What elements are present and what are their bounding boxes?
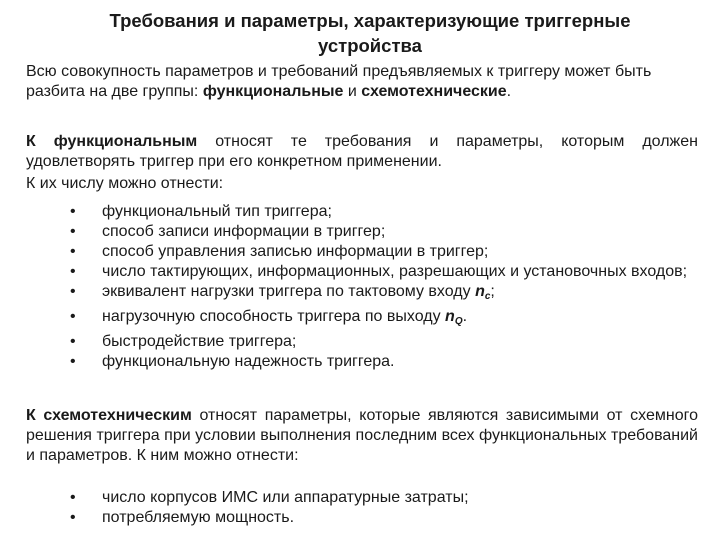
list-item: • способ управления записью информации в триггер;	[70, 242, 700, 262]
intro-text: Всю совокупность параметров и требований предъявляемых к триггеру может быть разбита на две группы:	[26, 63, 652, 100]
schematic-lead-rest: относят параметры, которые являются зависимыми от схемного решения триггера при условии выполнения последним всех функциональных требований и параметров. К ним можно отнести:	[26, 407, 699, 464]
symbol-n-q: $n_Q$	[445, 308, 463, 327]
list-item: • функциональный тип триггера;	[70, 202, 700, 222]
functional-lead: К функциональным	[26, 133, 198, 150]
page-title: Требования и параметры, характеризующие триггерные устройства	[109, 10, 631, 56]
intro-paragraph	[26, 62, 698, 102]
list-item: • число корпусов ИМС или аппаратурные затраты;	[70, 488, 700, 508]
intro-functional-term: функциональные	[202, 83, 344, 100]
list-item: • число тактирующих, информационных, разрешающих и установочных входов;	[70, 262, 700, 282]
functional-list	[70, 202, 700, 372]
intro-schematic-term: схемотехнические	[361, 83, 507, 100]
symbol-n-c: $n_c$	[475, 283, 491, 302]
list-item: • эквивалент нагрузки триггера по тактовому входу $n_c$;	[70, 282, 700, 307]
intro-and: и	[343, 83, 362, 100]
list-item: • потребляемую мощность.	[70, 508, 700, 528]
list-item: • быстродействие триггера;	[70, 332, 700, 352]
functional-lead-rest: относят те требования и параметры, которым должен удовлетворять триггер при его конкретном применении.	[26, 133, 698, 170]
list-item: • функциональную надежность триггера.	[70, 352, 700, 372]
schematic-definition	[26, 406, 698, 466]
intro-end: .	[506, 83, 512, 100]
schematic-lead: К схемотехническим	[26, 407, 192, 424]
list-item: • способ записи информации в триггер;	[70, 222, 700, 242]
functional-definition	[26, 132, 698, 172]
schematic-list	[70, 488, 700, 528]
list-item: • нагрузочную способность триггера по выходу $n_Q$.	[70, 307, 700, 332]
functional-sub: К их числу можно отнести:	[26, 175, 224, 192]
